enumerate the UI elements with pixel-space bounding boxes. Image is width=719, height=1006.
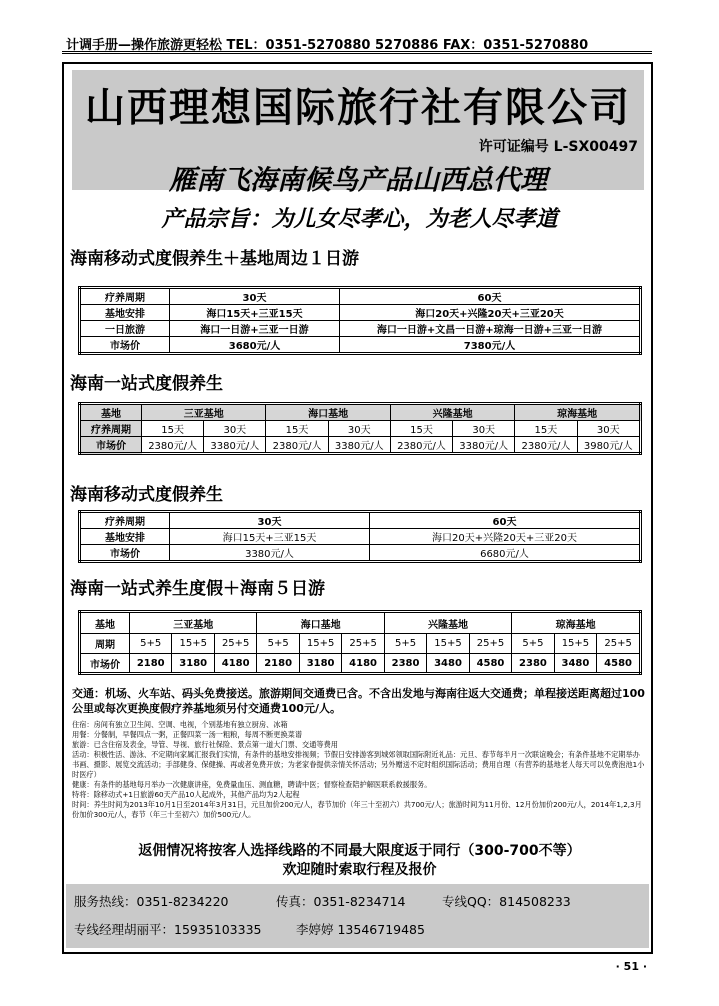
header-slogan: 计调手册—操作旅游更轻松 TEL：0351-5270880 5270886 FAX：0351-5270880 xyxy=(66,38,589,53)
table-cell: 3680元/人 xyxy=(170,337,340,354)
manager-li: 李婷婷 13546719485 xyxy=(296,922,425,937)
manager-hu: 专线经理胡丽平：15935103335 xyxy=(74,922,262,937)
table-cell: 3980元/人 xyxy=(577,437,640,454)
table-cell: 3380元/人 xyxy=(453,437,515,454)
table-cell: 15+5 xyxy=(427,634,469,654)
table-cell: 海口20天+兴隆20天+三亚20天 xyxy=(340,305,641,321)
table-cell: 3480 xyxy=(427,654,469,674)
top-header-bar xyxy=(62,32,652,54)
table-cell: 25+5 xyxy=(597,634,641,654)
table-cell: 疗养周期 xyxy=(80,512,170,529)
table-cell: 三亚基地 xyxy=(130,612,257,634)
table-cell: 基地 xyxy=(80,404,142,421)
table-row xyxy=(80,654,641,674)
table-row xyxy=(80,437,641,454)
table-cell: 30天 xyxy=(328,421,390,437)
table-cell: 3380元/人 xyxy=(204,437,266,454)
table-cell: 25+5 xyxy=(214,634,256,654)
table-row xyxy=(80,337,641,354)
license-number: 许可证编号 L-SX00497 xyxy=(478,139,638,155)
table-cell: 3380元/人 xyxy=(170,545,370,562)
table-cell: 2380元/人 xyxy=(390,437,452,454)
table-row xyxy=(80,321,641,337)
table-cell: 15天 xyxy=(266,421,328,437)
section3-title: 海南移动式度假养生 xyxy=(70,485,223,505)
company-name: 山西理想国际旅行社有限公司 xyxy=(85,84,631,131)
table-cell: 基地安排 xyxy=(80,305,170,321)
table-cell: 5+5 xyxy=(257,634,299,654)
qq: 专线QQ：814508233 xyxy=(442,894,571,909)
table-cell: 30天 xyxy=(204,421,266,437)
section3-table xyxy=(78,510,642,563)
table-row xyxy=(80,305,641,321)
note-item: 住宿：房间有独立卫生间、空调、电视，个别基地有独立厨房、冰箱 xyxy=(72,720,288,729)
page-number: · 51 · xyxy=(615,960,647,973)
section1-title: 海南移动式度假养生＋基地周边１日游 xyxy=(70,249,359,269)
table-cell: 3380元/人 xyxy=(328,437,390,454)
table-cell: 市场价 xyxy=(80,654,130,674)
table-cell: 海口基地 xyxy=(257,612,384,634)
table-row xyxy=(80,529,641,545)
table-cell: 基地 xyxy=(80,612,130,634)
table-cell: 2380 xyxy=(512,654,554,674)
table-cell: 2380元/人 xyxy=(266,437,328,454)
table-row xyxy=(80,288,641,305)
contact-panel xyxy=(66,884,649,948)
table-cell: 15天 xyxy=(142,421,204,437)
table-cell: 三亚基地 xyxy=(142,404,266,421)
note-item: 健康：有条件的基地每月举办一次健康讲座，免费量血压、测血糖，聘请中医；督察检查陪护解医联系救援服务。 xyxy=(72,780,432,789)
table-row xyxy=(80,512,641,529)
table-cell: 3180 xyxy=(172,654,214,674)
company-banner xyxy=(72,70,644,196)
welcome-note: 欢迎随时索取行程及报价 xyxy=(282,862,437,878)
table-cell: 30天 xyxy=(170,288,340,305)
table-cell: 一日旅游 xyxy=(80,321,170,337)
table-cell: 25+5 xyxy=(342,634,384,654)
page-frame xyxy=(62,62,653,954)
table-cell: 15天 xyxy=(390,421,452,437)
table-cell: 7380元/人 xyxy=(340,337,641,354)
table-cell: 周期 xyxy=(80,634,130,654)
table-cell: 2380元/人 xyxy=(142,437,204,454)
hotline: 服务热线：0351-8234220 xyxy=(74,894,229,909)
table-cell: 基地安排 xyxy=(80,529,170,545)
table-row xyxy=(80,634,641,654)
table-cell: 4580 xyxy=(469,654,511,674)
table-cell: 4180 xyxy=(214,654,256,674)
table-cell: 疗养周期 xyxy=(80,288,170,305)
note-item: 活动：积极性活、游泳、不定期向家属汇报我们实情，有条件的基地安排视频；节假日安排游客到城郊领取国际附近礼品：元旦、春节每半月一次联谊晚会；有条件基地不定期举办书画、摄影、展览交流活动；手部健身、保健操、再或者免费开放；为老家眷提供亲情关怀活动；另外赠送不定时组织国际活动；费用自理（有营养的基地老人每天可以免费泡池1小时医疗） xyxy=(72,750,645,779)
note-item: 用餐：分餐制，早餐四点一粥，正餐四菜一汤一粗粮，每周不断更换菜谱 xyxy=(72,730,303,739)
table-cell: 海口20天+兴隆20天+三亚20天 xyxy=(370,529,641,545)
table-cell: 兴隆基地 xyxy=(384,612,511,634)
note-item: 旅游：已含住宿及表金，导管、导视、旅行社保险、景点第一道大门票、交通等费用 xyxy=(72,740,338,749)
table-cell: 15+5 xyxy=(554,634,596,654)
product-motto: 产品宗旨：为儿女尽孝心，为老人尽孝道 xyxy=(161,207,558,232)
table-cell: 琼海基地 xyxy=(512,612,641,634)
note-item: 时间：养生时间为2013年10月1日至2014年3月31日，元旦加价200元/人，春节加价（年三十至初六）共700元/人；旅游时间为11月份、12月份加价200元/人，2014年1,2,3月份加价300元/人，春节（年三十至初六）加价500元/人。 xyxy=(72,800,642,819)
table-cell: 4180 xyxy=(342,654,384,674)
table-cell: 60天 xyxy=(370,512,641,529)
table-cell: 3480 xyxy=(554,654,596,674)
table-cell: 海口一日游+文昌一日游+琼海一日游+三亚一日游 xyxy=(340,321,641,337)
section4-title: 海南一站式养生度假＋海南５日游 xyxy=(70,579,325,599)
table-cell: 海口15天+三亚15天 xyxy=(170,305,340,321)
table-cell: 30天 xyxy=(170,512,370,529)
table-cell: 5+5 xyxy=(130,634,172,654)
section1-table xyxy=(78,286,642,355)
table-cell: 4580 xyxy=(597,654,641,674)
note-item: 特将：除移动式+1日旅游60天产品10人起成外，其他产品均为2人起程 xyxy=(72,790,300,799)
table-cell: 30天 xyxy=(577,421,640,437)
table-cell: 6680元/人 xyxy=(370,545,641,562)
table-cell: 15+5 xyxy=(299,634,341,654)
table-cell: 30天 xyxy=(453,421,515,437)
table-cell: 2380元/人 xyxy=(515,437,577,454)
table-row xyxy=(80,545,641,562)
table-cell: 3180 xyxy=(299,654,341,674)
table-cell: 市场价 xyxy=(80,545,170,562)
table-cell: 海口15天+三亚15天 xyxy=(170,529,370,545)
table-cell: 市场价 xyxy=(80,337,170,354)
table-cell: 2180 xyxy=(257,654,299,674)
table-cell: 60天 xyxy=(340,288,641,305)
table-cell: 2180 xyxy=(130,654,172,674)
table-cell: 2380 xyxy=(384,654,426,674)
table-row xyxy=(80,404,641,421)
section2-title: 海南一站式度假养生 xyxy=(70,374,223,394)
table-cell: 15天 xyxy=(515,421,577,437)
fax: 传真：0351-8234714 xyxy=(276,894,406,909)
table-cell: 兴隆基地 xyxy=(390,404,514,421)
table-cell: 疗养周期 xyxy=(80,421,142,437)
table-cell: 琼海基地 xyxy=(515,404,641,421)
table-cell: 5+5 xyxy=(384,634,426,654)
table-cell: 25+5 xyxy=(469,634,511,654)
table-row xyxy=(80,612,641,634)
section2-table xyxy=(78,402,642,455)
transport-note: 交通：机场、火车站、码头免费接送。旅游期间交通费已含。不含出发地与海南往返大交通费；单程接送距离超过100公里或每次更换度假疗养基地须另付交通费100元/人。 xyxy=(72,687,645,715)
table-row xyxy=(80,421,641,437)
return-note: 返佣情况将按客人选择线路的不同最大限度返于同行（300-700不等） xyxy=(138,843,581,859)
notes-list xyxy=(72,720,646,820)
table-cell: 15+5 xyxy=(172,634,214,654)
table-cell: 5+5 xyxy=(512,634,554,654)
section4-table xyxy=(78,610,642,675)
table-cell: 海口一日游+三亚一日游 xyxy=(170,321,340,337)
table-cell: 市场价 xyxy=(80,437,142,454)
agent-line: 雁南飞海南候鸟产品山西总代理 xyxy=(169,165,547,196)
table-cell: 海口基地 xyxy=(266,404,390,421)
